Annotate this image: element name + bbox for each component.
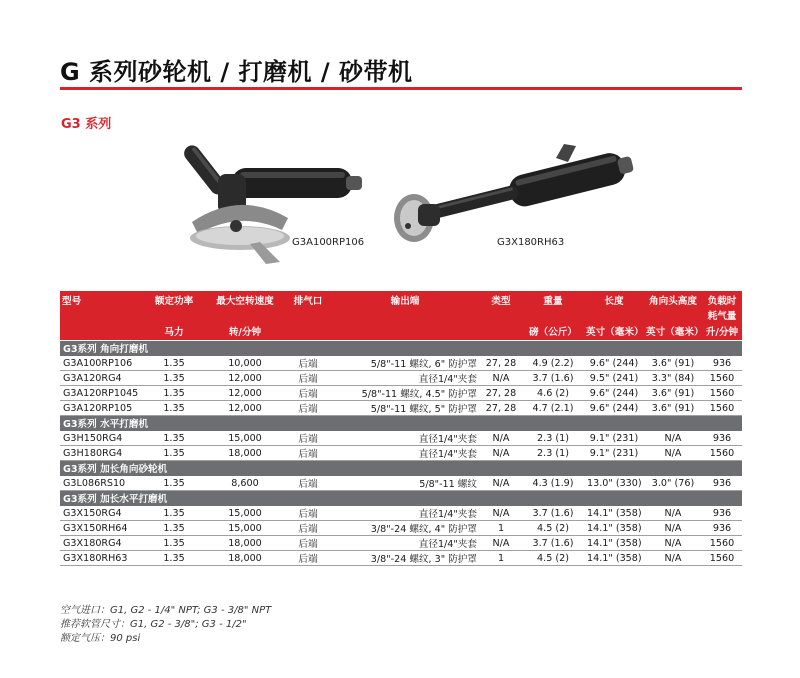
table-cell: 9.6" (244) <box>584 401 644 416</box>
table-cell: 9.5" (241) <box>584 371 644 386</box>
table-cell: N/A <box>644 506 702 521</box>
table-cell: G3A120RP105 <box>60 401 144 416</box>
table-cell: 9.6" (244) <box>584 386 644 401</box>
table-cell: 15,000 <box>204 521 286 536</box>
table-cell: G3A120RG4 <box>60 371 144 386</box>
table-cell: N/A <box>480 536 522 551</box>
table-cell: N/A <box>480 476 522 491</box>
table-cell: 1560 <box>702 551 742 566</box>
table-cell: 5/8"-11 螺纹, 5" 防护罩 <box>330 401 480 416</box>
table-row <box>60 446 742 461</box>
header-head-height: 角向头高度 <box>644 291 702 308</box>
table-cell: 3.7 (1.6) <box>522 371 584 386</box>
table-cell: 后端 <box>286 386 330 401</box>
table-cell: 18,000 <box>204 536 286 551</box>
table-cell: 936 <box>702 356 742 371</box>
header-model: 型号 <box>60 291 144 308</box>
footnote-air-inlet: 空气进口：G1, G2 - 1/4" NPT; G3 - 3/8" NPT <box>60 605 272 616</box>
table-cell: G3X180RG4 <box>60 536 144 551</box>
table-row <box>60 401 742 416</box>
table-cell: 1560 <box>702 371 742 386</box>
table-cell: 后端 <box>286 446 330 461</box>
angle-grinder-image <box>170 130 370 270</box>
table-cell: 14.1" (358) <box>584 551 644 566</box>
table-group-row <box>60 491 742 506</box>
table-cell: 8,600 <box>204 476 286 491</box>
table-cell: 1.35 <box>144 431 204 446</box>
header-output: 输出端 <box>330 291 480 308</box>
footnotes <box>60 604 271 646</box>
table-cell: 1 <box>480 551 522 566</box>
page-title: G 系列砂轮机 / 打磨机 / 砂带机 <box>60 58 413 86</box>
table-cell: 直径1/4"夹套 <box>330 371 480 386</box>
table-cell: 1.35 <box>144 401 204 416</box>
table-cell: G3X150RG4 <box>60 506 144 521</box>
table-cell: 后端 <box>286 401 330 416</box>
table-cell: 4.7 (2.1) <box>522 401 584 416</box>
table-cell: 3.0" (76) <box>644 476 702 491</box>
table-cell: 14.1" (358) <box>584 506 644 521</box>
table-row <box>60 356 742 371</box>
table-cell: 13.0" (330) <box>584 476 644 491</box>
table-cell: N/A <box>480 431 522 446</box>
table-row <box>60 521 742 536</box>
product-caption-2: G3X180RH63 <box>497 237 565 248</box>
table-header-units-row <box>60 324 742 341</box>
table-row <box>60 551 742 566</box>
table-cell: 5/8"-11 螺纹, 6" 防护罩 <box>330 356 480 371</box>
table-cell: 936 <box>702 506 742 521</box>
table-cell: 3.6" (91) <box>644 356 702 371</box>
table-cell: 27, 28 <box>480 386 522 401</box>
table-cell: 1 <box>480 521 522 536</box>
table-cell: 4.5 (2) <box>522 551 584 566</box>
table-cell: 3.6" (91) <box>644 401 702 416</box>
table-cell: 4.9 (2.2) <box>522 356 584 371</box>
table-cell: 3.6" (91) <box>644 386 702 401</box>
table-cell: 直径1/4"夹套 <box>330 536 480 551</box>
spec-table-body <box>60 341 742 566</box>
table-cell: 3.7 (1.6) <box>522 506 584 521</box>
table-cell: G3H150RG4 <box>60 431 144 446</box>
table-cell: 9.6" (244) <box>584 356 644 371</box>
group-label: G3系列 加长水平打磨机 <box>60 491 742 506</box>
table-cell: 1560 <box>702 446 742 461</box>
table-cell: N/A <box>644 551 702 566</box>
table-cell: 1560 <box>702 536 742 551</box>
unit-speed: 转/分钟 <box>204 324 286 341</box>
table-cell: 12,000 <box>204 386 286 401</box>
section-title: G3 系列 <box>61 117 112 132</box>
group-label: G3系列 角向打磨机 <box>60 341 742 356</box>
table-cell: 1.35 <box>144 551 204 566</box>
table-row <box>60 431 742 446</box>
table-cell: 直径1/4"夹套 <box>330 446 480 461</box>
table-cell: 9.1" (231) <box>584 446 644 461</box>
table-row <box>60 386 742 401</box>
table-cell: 14.1" (358) <box>584 536 644 551</box>
table-cell: 后端 <box>286 521 330 536</box>
table-header-row <box>60 291 742 308</box>
table-cell: 15,000 <box>204 506 286 521</box>
spec-table <box>60 291 742 566</box>
table-cell: 27, 28 <box>480 356 522 371</box>
table-cell: 1560 <box>702 401 742 416</box>
header-power: 额定功率 <box>144 291 204 308</box>
table-cell: N/A <box>644 431 702 446</box>
table-cell: 1.35 <box>144 536 204 551</box>
table-cell: 后端 <box>286 536 330 551</box>
table-cell: 9.1" (231) <box>584 431 644 446</box>
unit-air-consumption: 升/分钟 <box>702 324 742 341</box>
table-cell: 1.35 <box>144 356 204 371</box>
table-cell: 3/8"-24 螺纹, 4" 防护罩 <box>330 521 480 536</box>
table-cell: N/A <box>644 446 702 461</box>
table-cell: 1.35 <box>144 446 204 461</box>
table-cell: G3H180RG4 <box>60 446 144 461</box>
table-cell: N/A <box>480 371 522 386</box>
table-cell: G3A100RP106 <box>60 356 144 371</box>
table-cell: 936 <box>702 476 742 491</box>
footnote-air-pressure: 额定气压：90 psi <box>60 633 141 644</box>
table-cell: 1.35 <box>144 371 204 386</box>
table-cell: G3L086RS10 <box>60 476 144 491</box>
table-header-row <box>60 308 742 324</box>
table-group-row <box>60 461 742 476</box>
table-row <box>60 476 742 491</box>
table-cell: 1.35 <box>144 386 204 401</box>
table-row <box>60 371 742 386</box>
product-caption-1: G3A100RP106 <box>292 237 365 248</box>
table-cell: 直径1/4"夹套 <box>330 431 480 446</box>
table-cell: 936 <box>702 431 742 446</box>
table-cell: 18,000 <box>204 446 286 461</box>
table-cell: 4.5 (2) <box>522 521 584 536</box>
table-cell: 1.35 <box>144 506 204 521</box>
table-cell: 后端 <box>286 551 330 566</box>
table-cell: G3X180RH63 <box>60 551 144 566</box>
table-cell: 后端 <box>286 356 330 371</box>
header-exhaust: 排气口 <box>286 291 330 308</box>
table-cell: 后端 <box>286 371 330 386</box>
table-cell: 3.7 (1.6) <box>522 536 584 551</box>
group-label: G3系列 水平打磨机 <box>60 416 742 431</box>
table-group-row <box>60 341 742 356</box>
table-cell: 2.3 (1) <box>522 446 584 461</box>
table-cell: 后端 <box>286 476 330 491</box>
table-cell: 1.35 <box>144 476 204 491</box>
table-cell: 后端 <box>286 431 330 446</box>
table-cell: 直径1/4"夹套 <box>330 506 480 521</box>
header-air-consumption: 负载时 <box>702 291 742 308</box>
table-cell: 18,000 <box>204 551 286 566</box>
table-cell: G3A120RP1045 <box>60 386 144 401</box>
header-speed: 最大空转速度 <box>204 291 286 308</box>
table-cell: 后端 <box>286 506 330 521</box>
table-cell: 936 <box>702 521 742 536</box>
extended-grinder-image <box>388 140 648 250</box>
table-cell: G3X150RH64 <box>60 521 144 536</box>
unit-head-height: 英寸（毫米） <box>644 324 702 341</box>
table-cell: 3.3" (84) <box>644 371 702 386</box>
table-cell: 4.3 (1.9) <box>522 476 584 491</box>
header-weight: 重量 <box>522 291 584 308</box>
table-cell: 1.35 <box>144 521 204 536</box>
unit-power: 马力 <box>144 324 204 341</box>
table-cell: 5/8"-11 螺纹 <box>330 476 480 491</box>
header-air-consumption-line2: 耗气量 <box>702 308 742 324</box>
table-cell: 10,000 <box>204 356 286 371</box>
table-cell: 4.6 (2) <box>522 386 584 401</box>
table-row <box>60 536 742 551</box>
table-group-row <box>60 416 742 431</box>
table-cell: N/A <box>480 506 522 521</box>
table-cell: 27, 28 <box>480 401 522 416</box>
header-type: 类型 <box>480 291 522 308</box>
table-cell: 15,000 <box>204 431 286 446</box>
table-cell: 12,000 <box>204 371 286 386</box>
table-cell: 14.1" (358) <box>584 521 644 536</box>
table-cell: N/A <box>644 536 702 551</box>
unit-length: 英寸（毫米） <box>584 324 644 341</box>
table-cell: 2.3 (1) <box>522 431 584 446</box>
table-cell: N/A <box>480 446 522 461</box>
table-cell: 12,000 <box>204 401 286 416</box>
footnote-hose-size: 推荐软管尺寸：G1, G2 - 3/8"; G3 - 1/2" <box>60 619 247 630</box>
table-row <box>60 506 742 521</box>
unit-weight: 磅（公斤） <box>522 324 584 341</box>
group-label: G3系列 加长角向砂轮机 <box>60 461 742 476</box>
title-rule <box>60 87 742 90</box>
table-cell: N/A <box>644 521 702 536</box>
table-cell: 3/8"-24 螺纹, 3" 防护罩 <box>330 551 480 566</box>
header-length: 长度 <box>584 291 644 308</box>
table-cell: 1560 <box>702 386 742 401</box>
table-cell: 5/8"-11 螺纹, 4.5" 防护罩 <box>330 386 480 401</box>
